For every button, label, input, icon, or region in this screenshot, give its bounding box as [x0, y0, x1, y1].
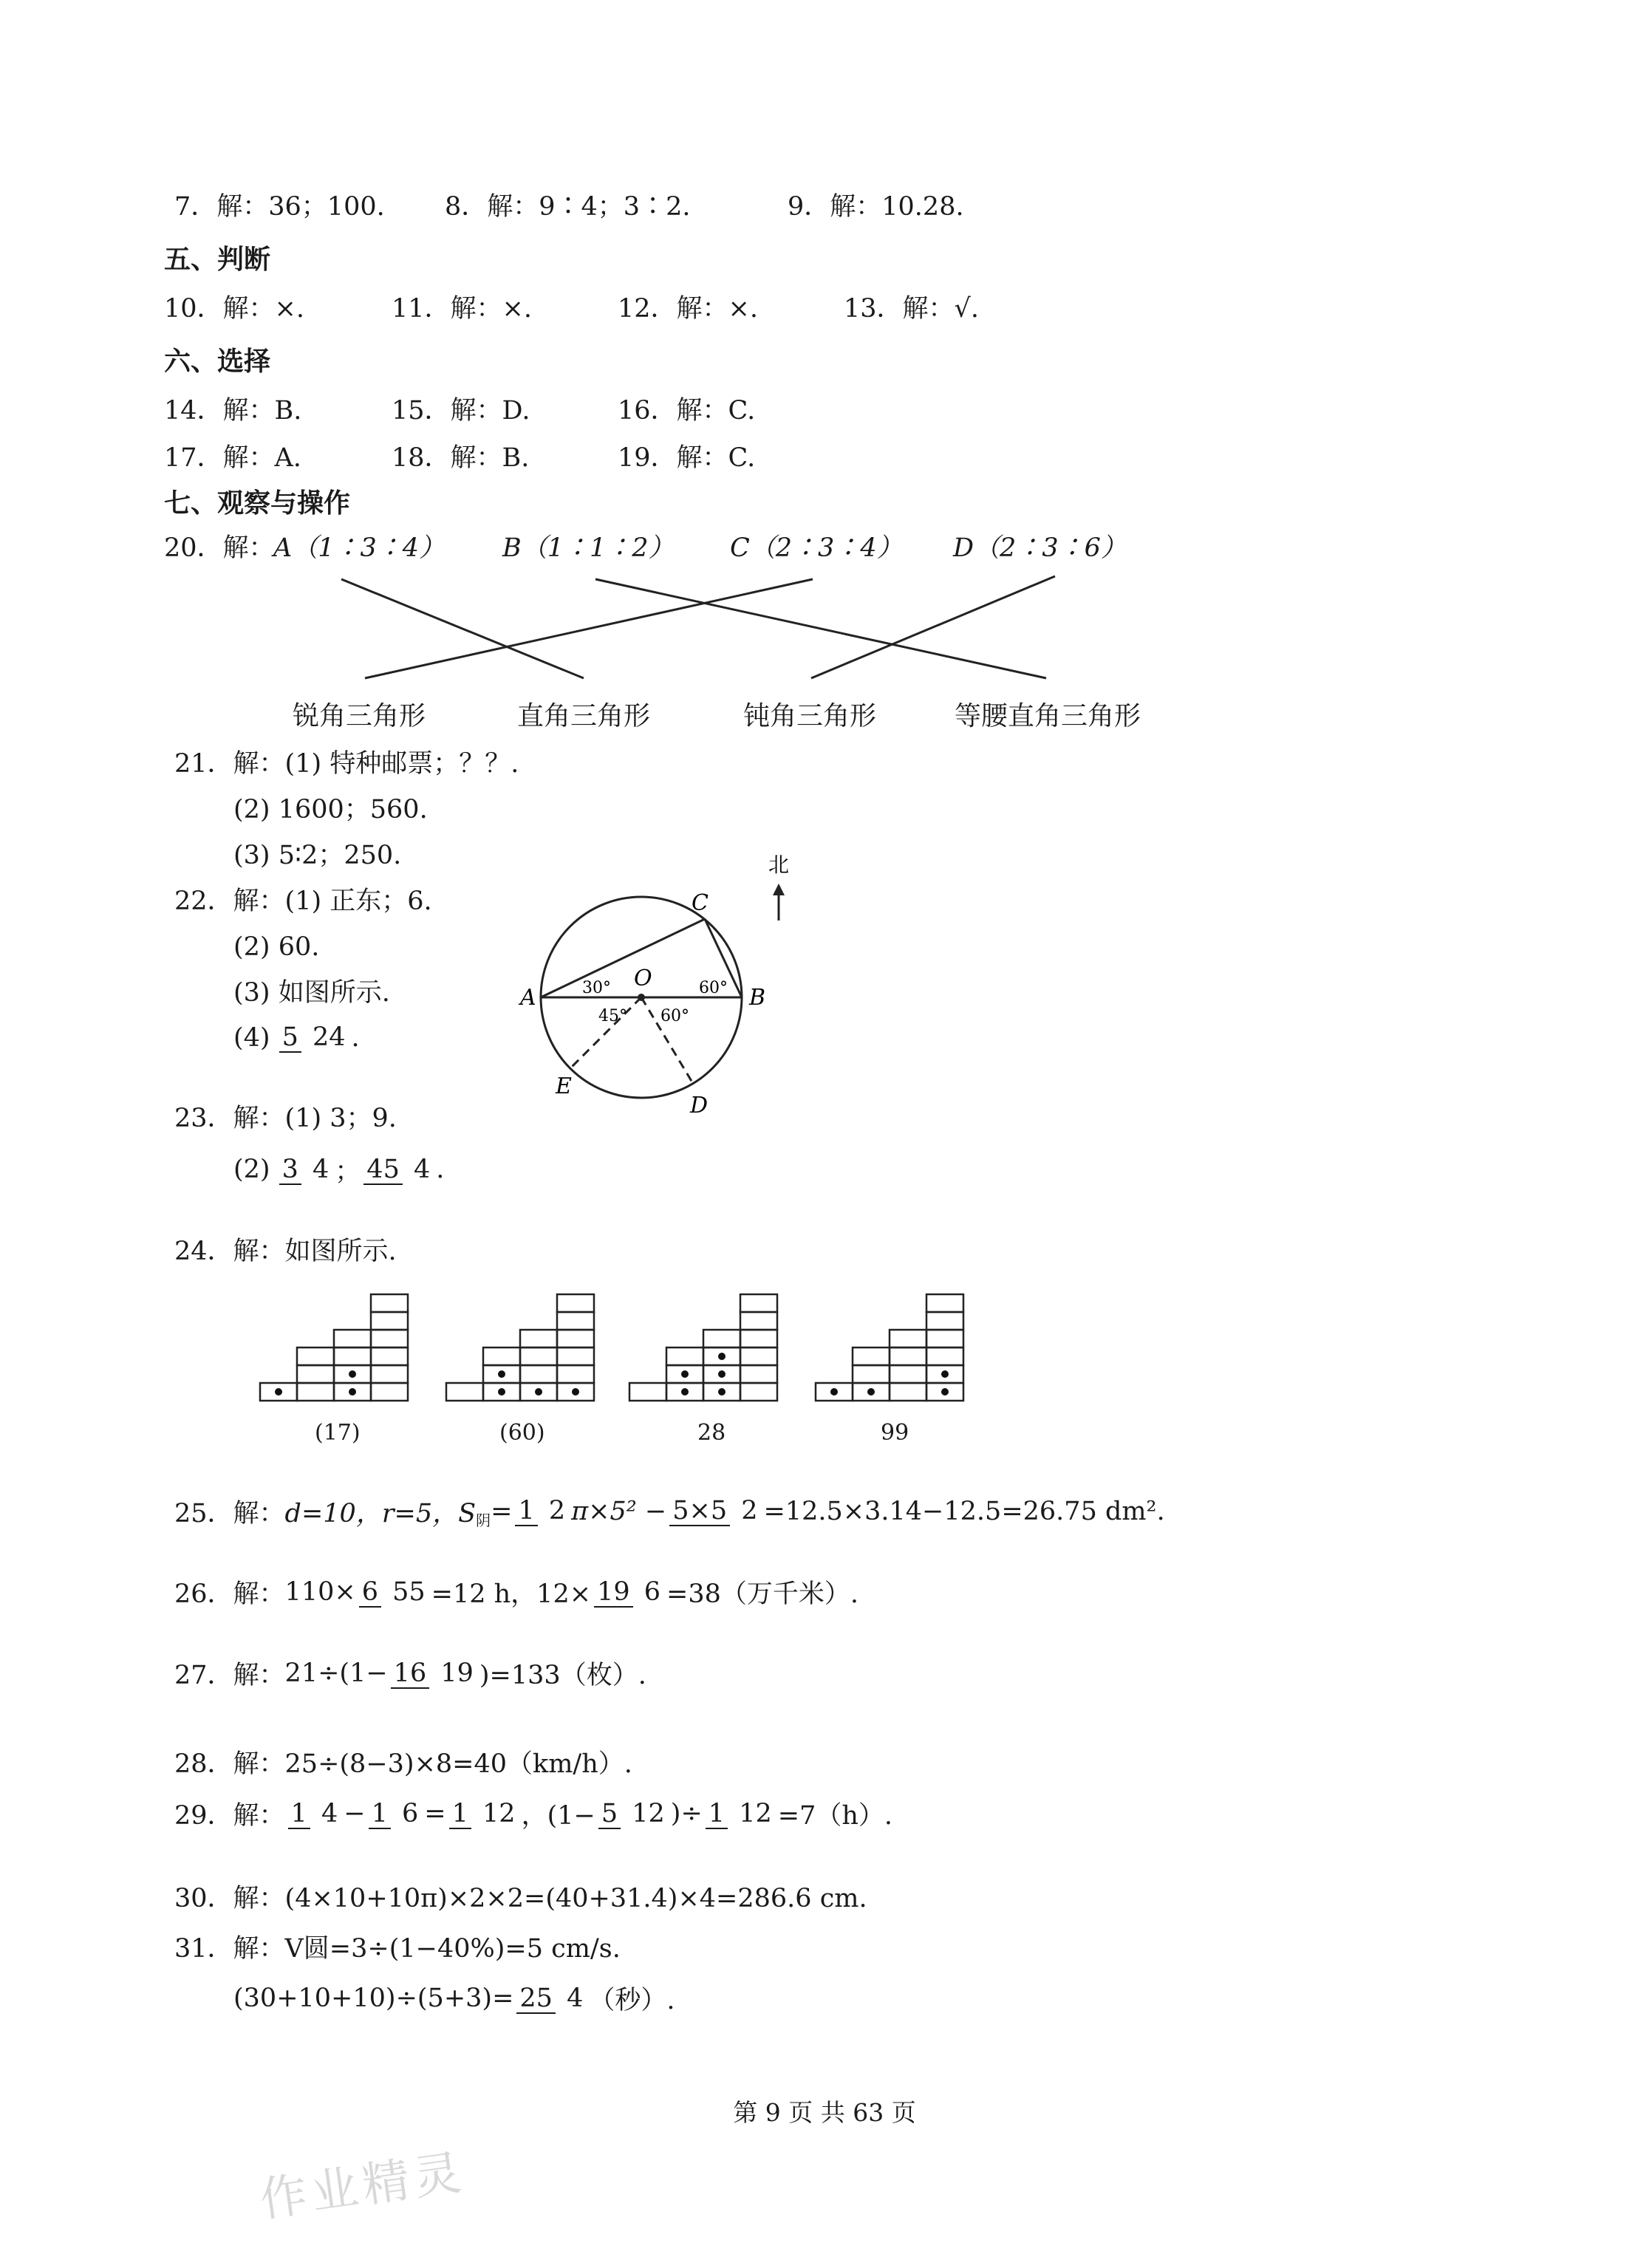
- answer-15: 15．解：D.: [392, 396, 530, 426]
- stair-cell: [557, 1330, 594, 1348]
- numerator: 19: [594, 1578, 633, 1608]
- stair-cell: [371, 1348, 408, 1365]
- angle-60-top: 60°: [699, 979, 728, 997]
- stair-cell: [629, 1383, 666, 1401]
- answer-13: 13．解：√.: [844, 294, 979, 324]
- expr: −: [344, 1799, 366, 1828]
- match-line-b: [365, 579, 813, 678]
- option-c: C（2∶3∶4）: [730, 533, 903, 563]
- answer-9: 9．解：10.28.: [788, 192, 964, 222]
- stair-dot: [572, 1388, 579, 1396]
- stair-cell: [334, 1330, 371, 1348]
- stair-cell: [371, 1294, 408, 1312]
- numerator: 1: [288, 1800, 310, 1829]
- stair-cell: [557, 1312, 594, 1330]
- expr: =: [491, 1496, 513, 1526]
- stair-cell: [890, 1365, 926, 1383]
- staircase-figures: [0, 1285, 1649, 1463]
- stair-dot: [535, 1388, 542, 1396]
- denominator: 12: [739, 1798, 772, 1828]
- numerator: 5: [279, 1023, 301, 1053]
- option-d: D（2∶3∶6）: [953, 533, 1127, 563]
- answer-18: 18．解：B.: [392, 443, 530, 473]
- expr: =38（万千米）.: [666, 1579, 859, 1609]
- separator: ；: [335, 1157, 361, 1186]
- stair-cell: [666, 1348, 703, 1365]
- suffix: .: [436, 1155, 445, 1184]
- fraction: [363, 1155, 433, 1185]
- stair-dot: [498, 1388, 505, 1396]
- expr: π×5² −: [571, 1496, 667, 1526]
- stair-cell: [740, 1365, 777, 1383]
- angle-30: 30°: [582, 979, 611, 997]
- answer-27: [174, 1655, 646, 1692]
- fraction: [516, 1984, 586, 2014]
- expr: d=10，r=5，S: [284, 1498, 477, 1528]
- numerator: 5: [598, 1800, 621, 1829]
- stair-cell: [890, 1330, 926, 1348]
- denominator: 4: [567, 1983, 584, 2013]
- stair-cell: [890, 1348, 926, 1365]
- answer-7: 7．解：36；100.: [174, 192, 385, 222]
- section-choice-heading: 六、选择: [164, 346, 271, 377]
- label-o: O: [634, 966, 652, 991]
- fraction: [594, 1577, 663, 1608]
- stair-cell: [740, 1383, 777, 1401]
- stair-dot: [349, 1370, 356, 1378]
- matching-lines: [0, 0, 1649, 739]
- numerator: 25: [516, 1984, 556, 2014]
- stair-cell: [740, 1312, 777, 1330]
- fraction: [279, 1155, 332, 1185]
- denominator: 2: [741, 1496, 758, 1526]
- triangle-label-right: 直角三角形: [517, 701, 651, 731]
- stair-cell: [740, 1330, 777, 1348]
- stair-dot: [718, 1370, 726, 1378]
- stair-cell: [926, 1348, 963, 1365]
- staircase-figure: [816, 1294, 963, 1401]
- option-b: B（1∶1∶2）: [502, 533, 675, 563]
- stair-cell: [297, 1383, 334, 1401]
- stair-cell: [446, 1383, 483, 1401]
- section-observe-heading: 七、观察与操作: [164, 488, 351, 519]
- stair-cell: [520, 1330, 557, 1348]
- stair-cell: [853, 1365, 890, 1383]
- denominator: 4: [413, 1154, 431, 1184]
- prefix: 25．解：: [174, 1498, 285, 1528]
- denominator: 12: [632, 1798, 665, 1828]
- stair-dot: [681, 1370, 689, 1378]
- denominator: 4: [321, 1798, 338, 1828]
- stair-cell: [371, 1330, 408, 1348]
- stair-cell: [297, 1348, 334, 1365]
- fraction: [288, 1799, 341, 1829]
- stair-dot: [941, 1370, 949, 1378]
- stair-cell: [334, 1348, 371, 1365]
- section-judgement-heading: 五、判断: [164, 245, 271, 275]
- numerator: 1: [515, 1497, 537, 1526]
- fraction: [369, 1799, 422, 1829]
- triangle-label-obtuse: 钝角三角形: [743, 701, 877, 731]
- answer-31-2: [233, 1980, 675, 2017]
- answer-29: [174, 1795, 892, 1832]
- stair-cell: [371, 1383, 408, 1401]
- stair-cell: [371, 1365, 408, 1383]
- prefix: 27．解：: [174, 1661, 285, 1690]
- answer-19: 19．解：C.: [618, 443, 756, 473]
- denominator: 4: [313, 1154, 330, 1184]
- expr: =12 h，12×: [431, 1579, 592, 1609]
- stair-dot: [941, 1388, 949, 1396]
- stair-caption-4: 99: [881, 1420, 909, 1446]
- label-a: A: [520, 985, 536, 1011]
- expr: 21÷(1−: [284, 1659, 388, 1688]
- answer-22-4-prefix: (4): [233, 1022, 270, 1053]
- numerator: 1: [449, 1800, 471, 1829]
- stair-cell: [740, 1348, 777, 1365]
- answer-16: 16．解：C.: [618, 396, 756, 426]
- match-line-a: [341, 579, 584, 678]
- staircase-figure: [446, 1294, 594, 1401]
- answer-23-2: [233, 1151, 444, 1188]
- answer-26: [174, 1574, 858, 1611]
- expr: =7（h）.: [777, 1801, 893, 1831]
- stair-caption-1: (17): [315, 1420, 361, 1446]
- fraction: [598, 1799, 668, 1829]
- option-a: A（1∶3∶4）: [273, 533, 445, 563]
- stair-cell: [557, 1348, 594, 1365]
- answer-22-4: [233, 1022, 360, 1053]
- fraction: [359, 1577, 429, 1608]
- denominator: 2: [548, 1496, 566, 1526]
- denominator: 6: [643, 1577, 661, 1607]
- prefix: (2): [233, 1155, 270, 1184]
- stair-cell: [926, 1330, 963, 1348]
- expr: =: [424, 1799, 446, 1828]
- expr: (30+10+10)÷(5+3)=: [233, 1984, 514, 2013]
- page-footer: 第 9 页 共 63 页: [733, 2098, 916, 2127]
- fraction: [391, 1659, 477, 1689]
- stair-cell: [483, 1348, 520, 1365]
- stair-cell: [520, 1365, 557, 1383]
- answer-28: 28．解：25÷(8−3)×8=40（km/h）.: [174, 1749, 632, 1779]
- answer-30: 30．解：(4×10+10π)×2×2=(40+31.4)×4=286.6 cm.: [174, 1884, 867, 1913]
- numerator: 1: [369, 1800, 391, 1829]
- answer-22-2: (2) 60.: [233, 932, 320, 962]
- answer-11: 11．解：×.: [392, 294, 532, 324]
- numerator: 5×5: [669, 1497, 730, 1526]
- answer-23-1: 23．解：(1) 3；9.: [174, 1104, 397, 1133]
- numerator: 6: [359, 1578, 381, 1608]
- stair-cell: [926, 1312, 963, 1330]
- angle-45: 45°: [598, 1007, 627, 1025]
- expr: （秒）.: [589, 1986, 675, 2015]
- triangle-label-isosceles-right: 等腰直角三角形: [955, 701, 1141, 731]
- fraction: [706, 1799, 775, 1829]
- numerator: 45: [363, 1155, 403, 1185]
- stair-cell: [557, 1365, 594, 1383]
- stair-caption-2: (60): [499, 1420, 545, 1446]
- expr: 110×: [284, 1577, 356, 1607]
- subscript: 阴: [476, 1512, 491, 1529]
- fraction: [279, 1022, 349, 1053]
- stair-cell: [371, 1312, 408, 1330]
- expr: )=133（枚）.: [479, 1661, 646, 1690]
- stair-cell: [890, 1383, 926, 1401]
- numerator: 16: [391, 1659, 430, 1689]
- answer-20-prefix: 20．解：: [164, 533, 275, 563]
- stair-cell: [926, 1294, 963, 1312]
- prefix: 26．解：: [174, 1579, 285, 1609]
- label-b: B: [749, 985, 766, 1011]
- label-c: C: [692, 890, 709, 916]
- denominator: 24: [313, 1022, 346, 1052]
- denominator: 55: [392, 1577, 426, 1607]
- stair-dot: [275, 1388, 282, 1396]
- triangle-label-acute: 锐角三角形: [293, 701, 426, 731]
- label-north: 北: [768, 853, 790, 877]
- numerator: 1: [706, 1800, 728, 1829]
- answer-8: 8．解：9∶4；3∶2.: [445, 192, 691, 222]
- answer-21-2: (2) 1600；560.: [233, 795, 428, 824]
- answer-17: 17．解：A.: [164, 443, 301, 473]
- match-line-c: [595, 579, 1046, 678]
- stair-cell: [740, 1294, 777, 1312]
- watermark: 作业精灵: [256, 2145, 469, 2229]
- fraction: [669, 1496, 760, 1526]
- label-d: D: [690, 1093, 709, 1118]
- expr: ，(1−: [521, 1801, 595, 1831]
- stair-cell: [853, 1348, 890, 1365]
- expr: )÷: [670, 1799, 703, 1828]
- answer-21-1: 21．解：(1) 特种邮票；？？.: [174, 749, 519, 779]
- answer-31-1: 31．解：V圆=3÷(1−40%)=5 cm/s.: [174, 1934, 621, 1964]
- label-e: E: [556, 1073, 572, 1099]
- suffix: .: [351, 1022, 360, 1053]
- fraction: [515, 1496, 568, 1526]
- numerator: 3: [279, 1155, 301, 1185]
- answer-12: 12．解：×.: [618, 294, 758, 324]
- fraction: [449, 1799, 519, 1829]
- denominator: 6: [402, 1798, 419, 1828]
- stair-dot: [718, 1388, 726, 1396]
- answer-10: 10．解：×.: [164, 294, 304, 324]
- expr: =12.5×3.14−12.5=26.75 dm².: [763, 1496, 1165, 1526]
- denominator: 12: [482, 1798, 516, 1828]
- stair-cell: [520, 1348, 557, 1365]
- staircase-figure: [260, 1294, 408, 1401]
- answer-25: [174, 1492, 1165, 1530]
- answer-22-3: (3) 如图所示.: [233, 978, 390, 1008]
- prefix: 29．解：: [174, 1801, 285, 1831]
- answer-21-3: (3) 5∶2；250.: [233, 841, 402, 870]
- angle-60-bottom: 60°: [660, 1007, 689, 1025]
- stair-dot: [349, 1388, 356, 1396]
- denominator: 19: [440, 1658, 474, 1688]
- answer-14: 14．解：B.: [164, 396, 302, 426]
- stair-dot: [718, 1353, 726, 1360]
- stair-dot: [498, 1370, 505, 1378]
- staircase-figure: [629, 1294, 777, 1401]
- answer-22-1: 22．解：(1) 正东；6.: [174, 887, 432, 916]
- stair-dot: [830, 1388, 838, 1396]
- circle-figure: [517, 850, 827, 1130]
- answer-24: 24．解：如图所示.: [174, 1237, 397, 1266]
- stair-cell: [557, 1294, 594, 1312]
- stair-caption-3: 28: [697, 1420, 726, 1446]
- stair-cell: [297, 1365, 334, 1383]
- stair-cell: [703, 1330, 740, 1348]
- match-line-d: [811, 576, 1055, 678]
- stair-dot: [867, 1388, 875, 1396]
- stair-dot: [681, 1388, 689, 1396]
